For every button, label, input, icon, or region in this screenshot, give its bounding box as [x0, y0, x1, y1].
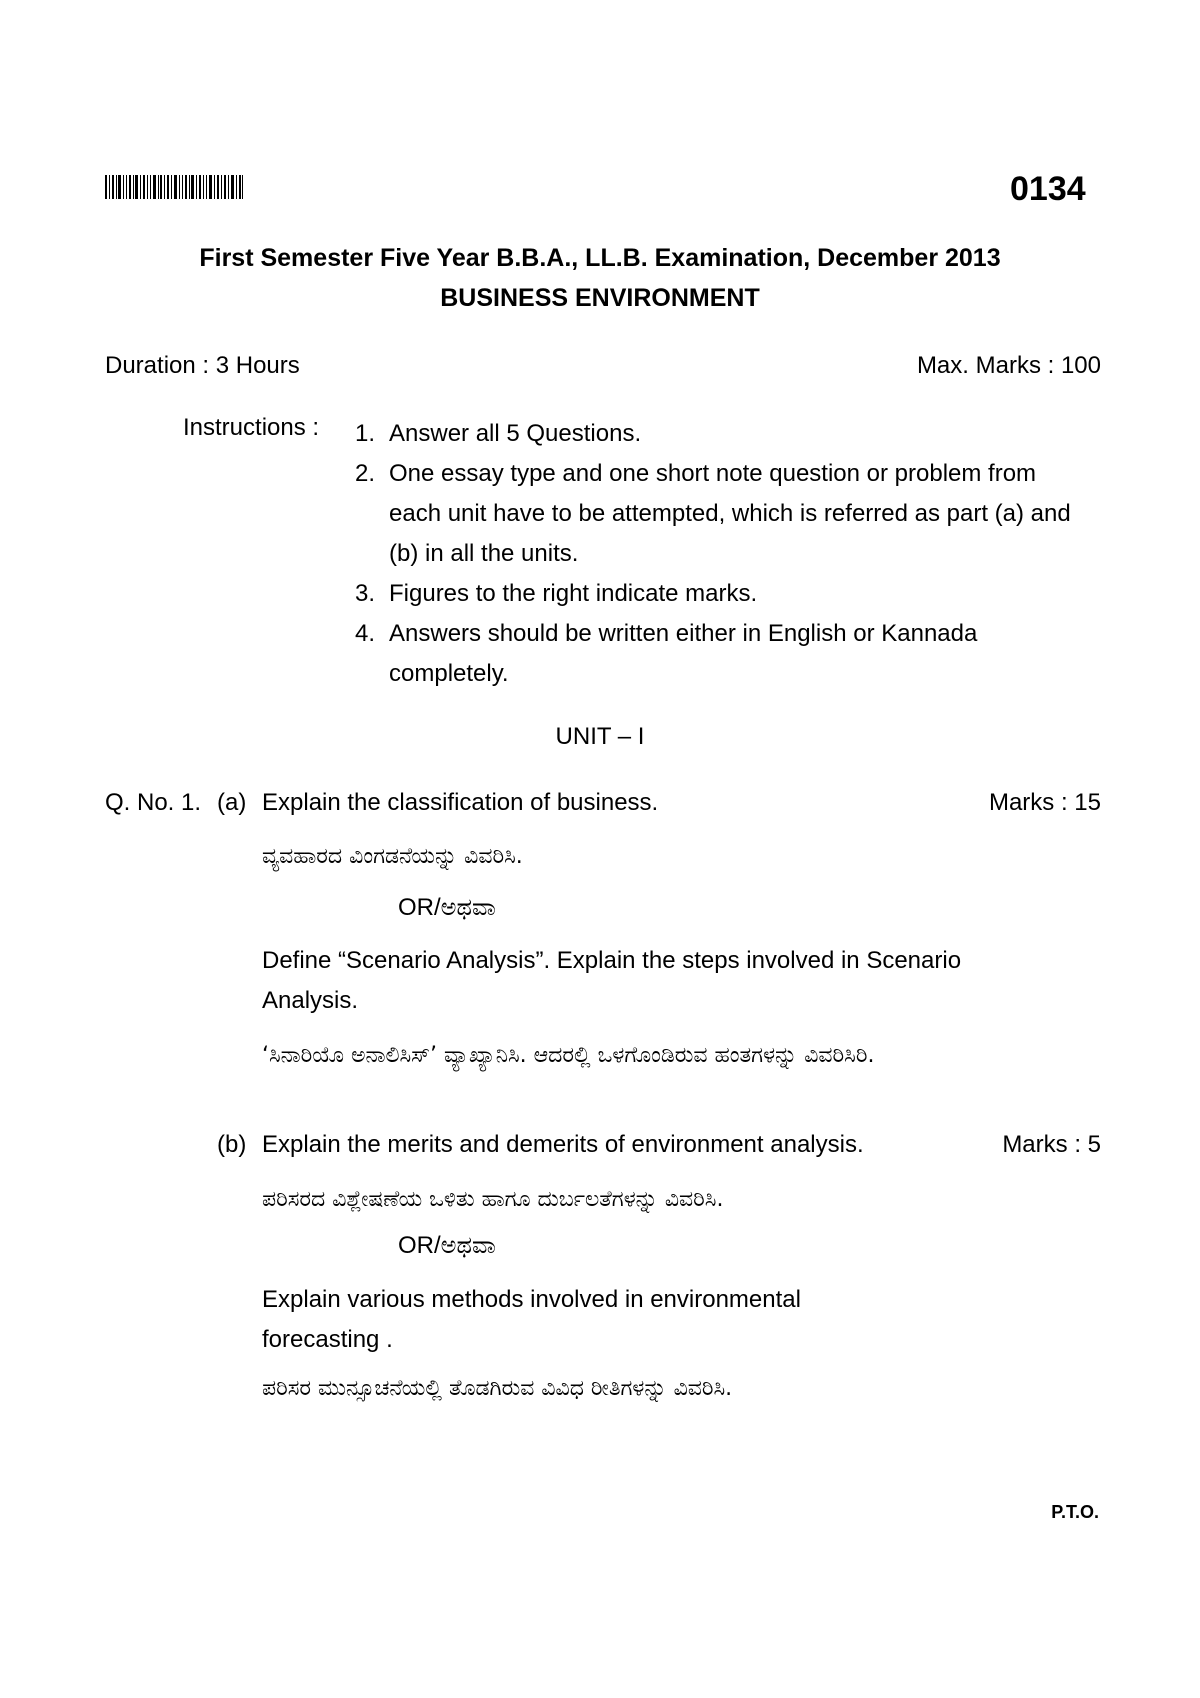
- q1b-or: OR/ಅಥವಾ: [398, 1232, 496, 1259]
- instruction-number: 1.: [355, 420, 376, 447]
- q1a-question-kn: ವ್ಯವಹಾರದ ವಿಂಗಡನೆಯನ್ನು ವಿವರಿಸಿ.: [262, 844, 523, 869]
- q1a-alt-question-en: Define “Scenario Analysis”. Explain the steps involved in Scenario Analysis.: [262, 947, 962, 1014]
- instruction-item: [355, 614, 1079, 694]
- instructions-list: [355, 414, 1079, 694]
- instruction-number: 2.: [355, 460, 376, 487]
- q1b-alt-question-kn: ಪರಿಸರ ಮುನ್ಸೂಚನೆಯಲ್ಲಿ ತೊಡಗಿರುವ ವಿವಿಧ ರೀತಿಗಳನ್ನು ವಿವರಿಸಿ.: [262, 1376, 733, 1401]
- q1a-alt-question-kn: ‘ಸಿನಾರಿಯೊ ಅನಾಲಿಸಿಸ್’ ವ್ಯಾಖ್ಯಾನಿಸಿ. ಆದರಲ್ಲಿ ಒಳಗೊಂಡಿರುವ ಹಂತಗಳನ್ನು ವಿವರಿಸಿರಿ.: [262, 1043, 875, 1068]
- instruction-text: One essay type and one short note question or problem from each unit have to be attempted, which is referred as part (a) and (b) in all the units.: [389, 460, 1071, 567]
- instruction-text: Answer all 5 Questions.: [389, 420, 642, 447]
- instruction-item: [355, 414, 1079, 454]
- q1b-question-en: Explain the merits and demerits of environment analysis.: [262, 1131, 864, 1158]
- barcode-icon: [105, 175, 243, 199]
- q1b-question-kn: ಪರಿಸರದ ವಿಶ್ಲೇಷಣೆಯ ಒಳಿತು ಹಾಗೂ ದುರ್ಬಲತೆಗಳನ್ನು ವಿವರಿಸಿ.: [262, 1187, 724, 1212]
- question-number: Q. No. 1.: [105, 789, 202, 816]
- instructions-label: Instructions :: [183, 414, 320, 441]
- q1b-marks: Marks : 5: [1002, 1131, 1101, 1158]
- paper-code: 0134: [1010, 170, 1086, 208]
- subject-title: BUSINESS ENVIRONMENT: [440, 284, 760, 312]
- max-marks: Max. Marks : 100: [916, 352, 1101, 379]
- q1a-marks: Marks : 15: [988, 789, 1101, 816]
- instruction-item: [355, 454, 1079, 574]
- q1b-alt-question-en: Explain various methods involved in environmental forecasting .: [262, 1286, 801, 1353]
- instruction-item: [355, 574, 1079, 614]
- pto-label: P.T.O.: [1051, 1502, 1099, 1522]
- q1a-question-en: Explain the classification of business.: [262, 789, 659, 816]
- instruction-number: 4.: [355, 620, 376, 647]
- part-a-label: (a): [217, 789, 247, 816]
- unit-heading: UNIT – I: [555, 723, 645, 750]
- instruction-text: Answers should be written either in English or Kannada completely.: [389, 620, 978, 687]
- exam-title: First Semester Five Year B.B.A., LL.B. Examination, December 2013: [199, 244, 1001, 272]
- q1a-or: OR/ಅಥವಾ: [398, 894, 496, 921]
- part-b-label: (b): [217, 1131, 247, 1158]
- instruction-number: 3.: [355, 580, 376, 607]
- duration: Duration : 3 Hours: [105, 352, 300, 379]
- instruction-text: Figures to the right indicate marks.: [389, 580, 758, 607]
